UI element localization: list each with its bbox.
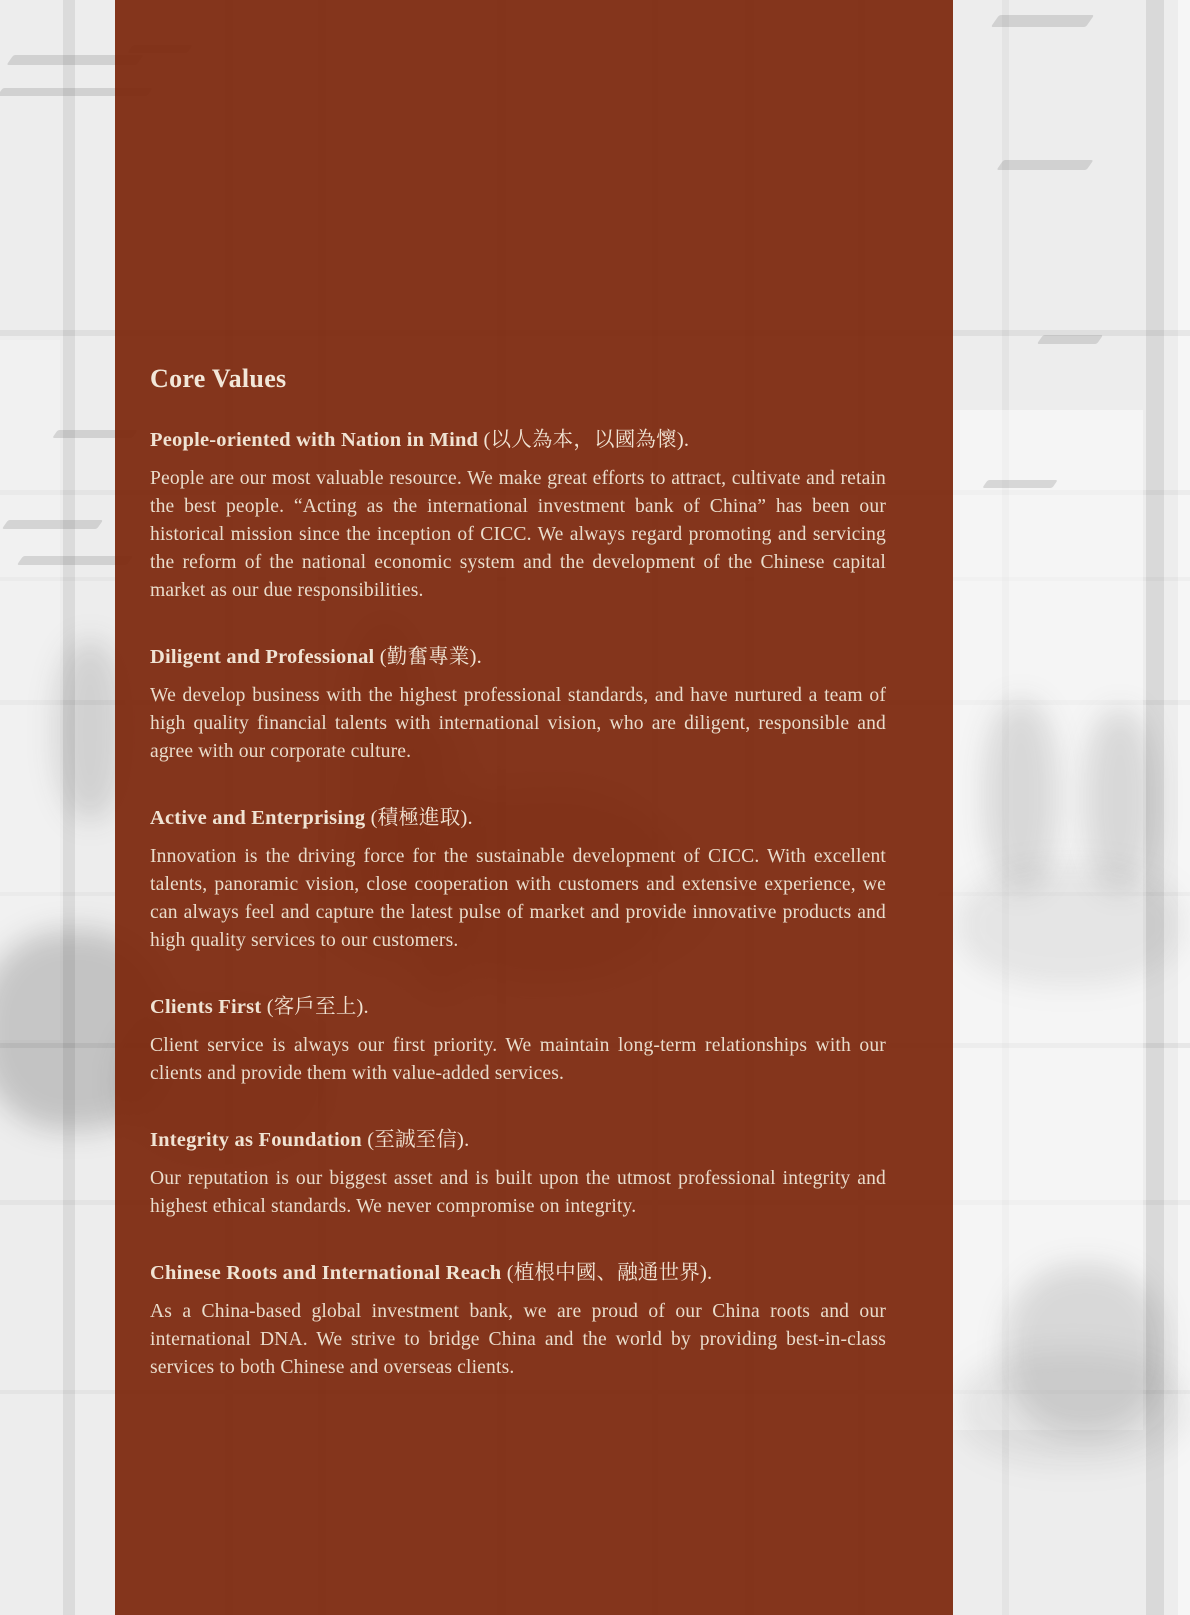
heading-chinese: (植根中國、融通世界). bbox=[506, 1262, 713, 1284]
section-body: Client service is always our first priority. We maintain long-term relationships with our clients and provide them with value-added services. bbox=[150, 1035, 886, 1084]
section-body: We develop business with the highest professional standards, and have nurtured a team of high quality financial talents with international vision, who are diligent, responsible and agree with our corporate culture. bbox=[150, 685, 886, 762]
heading-chinese: (客戶至上). bbox=[266, 996, 369, 1018]
heading-english: Clients First bbox=[150, 996, 262, 1018]
section-body: Our reputation is our biggest asset and is built upon the utmost professional integrity and highest ethical standards. We never compromise on integrity. bbox=[150, 1168, 886, 1217]
section-heading bbox=[150, 993, 886, 1021]
heading-chinese: (至誠至信). bbox=[367, 1129, 470, 1151]
section-body: People are our most valuable resource. We make great efforts to attract, cultivate and retain the best people. “Acting as the international investment bank of China” has been our historical mission since the inception of CICC. We always regard promoting and servicing the reform of the national economic system and the development of the Chinese capital market as our due responsibilities. bbox=[150, 468, 886, 601]
heading-chinese: (以人為本，以國為懷). bbox=[483, 429, 690, 451]
person-silhouette bbox=[1085, 710, 1155, 890]
value-section-integrity-foundation bbox=[150, 1126, 886, 1221]
section-body: As a China-based global investment bank, we are proud of our China roots and our international DNA. We strive to bridge China and the world by providing best-in-class services to both Chinese and overseas clients. bbox=[150, 1301, 886, 1378]
section-heading bbox=[150, 1259, 886, 1287]
ceiling-light-streak bbox=[982, 480, 1058, 488]
window-frame bbox=[1178, 0, 1190, 1615]
page-title: Core Values bbox=[150, 364, 287, 393]
ceiling-light-streak bbox=[996, 160, 1093, 170]
ceiling-light-streak bbox=[1037, 335, 1103, 344]
value-section-chinese-roots bbox=[150, 1259, 886, 1382]
heading-english: People-oriented with Nation in Mind bbox=[150, 429, 479, 451]
section-heading bbox=[150, 804, 886, 832]
value-section-clients-first bbox=[150, 993, 886, 1088]
section-body: Innovation is the driving force for the sustainable development of CICC. With excellent talents, panoramic vision, close cooperation with customers and extensive experience, we can always feel and capture the latest pulse of market and provide innovative products and high quality services to our customers. bbox=[150, 846, 886, 951]
heading-english: Integrity as Foundation bbox=[150, 1129, 362, 1151]
heading-chinese: (積極進取). bbox=[370, 807, 473, 829]
content-column bbox=[150, 362, 886, 1382]
section-heading bbox=[150, 1126, 886, 1154]
value-section-people-oriented bbox=[150, 426, 886, 605]
heading-chinese: (勤奮專業). bbox=[379, 646, 482, 668]
value-section-diligent-professional bbox=[150, 643, 886, 766]
ceiling-light-streak bbox=[2, 520, 103, 529]
value-section-active-enterprising bbox=[150, 804, 886, 955]
section-heading bbox=[150, 643, 886, 671]
ceiling-light-streak bbox=[991, 15, 1094, 27]
heading-english: Diligent and Professional bbox=[150, 646, 375, 668]
heading-english: Active and Enterprising bbox=[150, 807, 366, 829]
section-heading bbox=[150, 426, 886, 454]
heading-english: Chinese Roots and International Reach bbox=[150, 1262, 502, 1284]
table-silhouette bbox=[958, 865, 1183, 985]
desk-silhouette bbox=[958, 1350, 1188, 1465]
person-silhouette bbox=[985, 700, 1057, 890]
